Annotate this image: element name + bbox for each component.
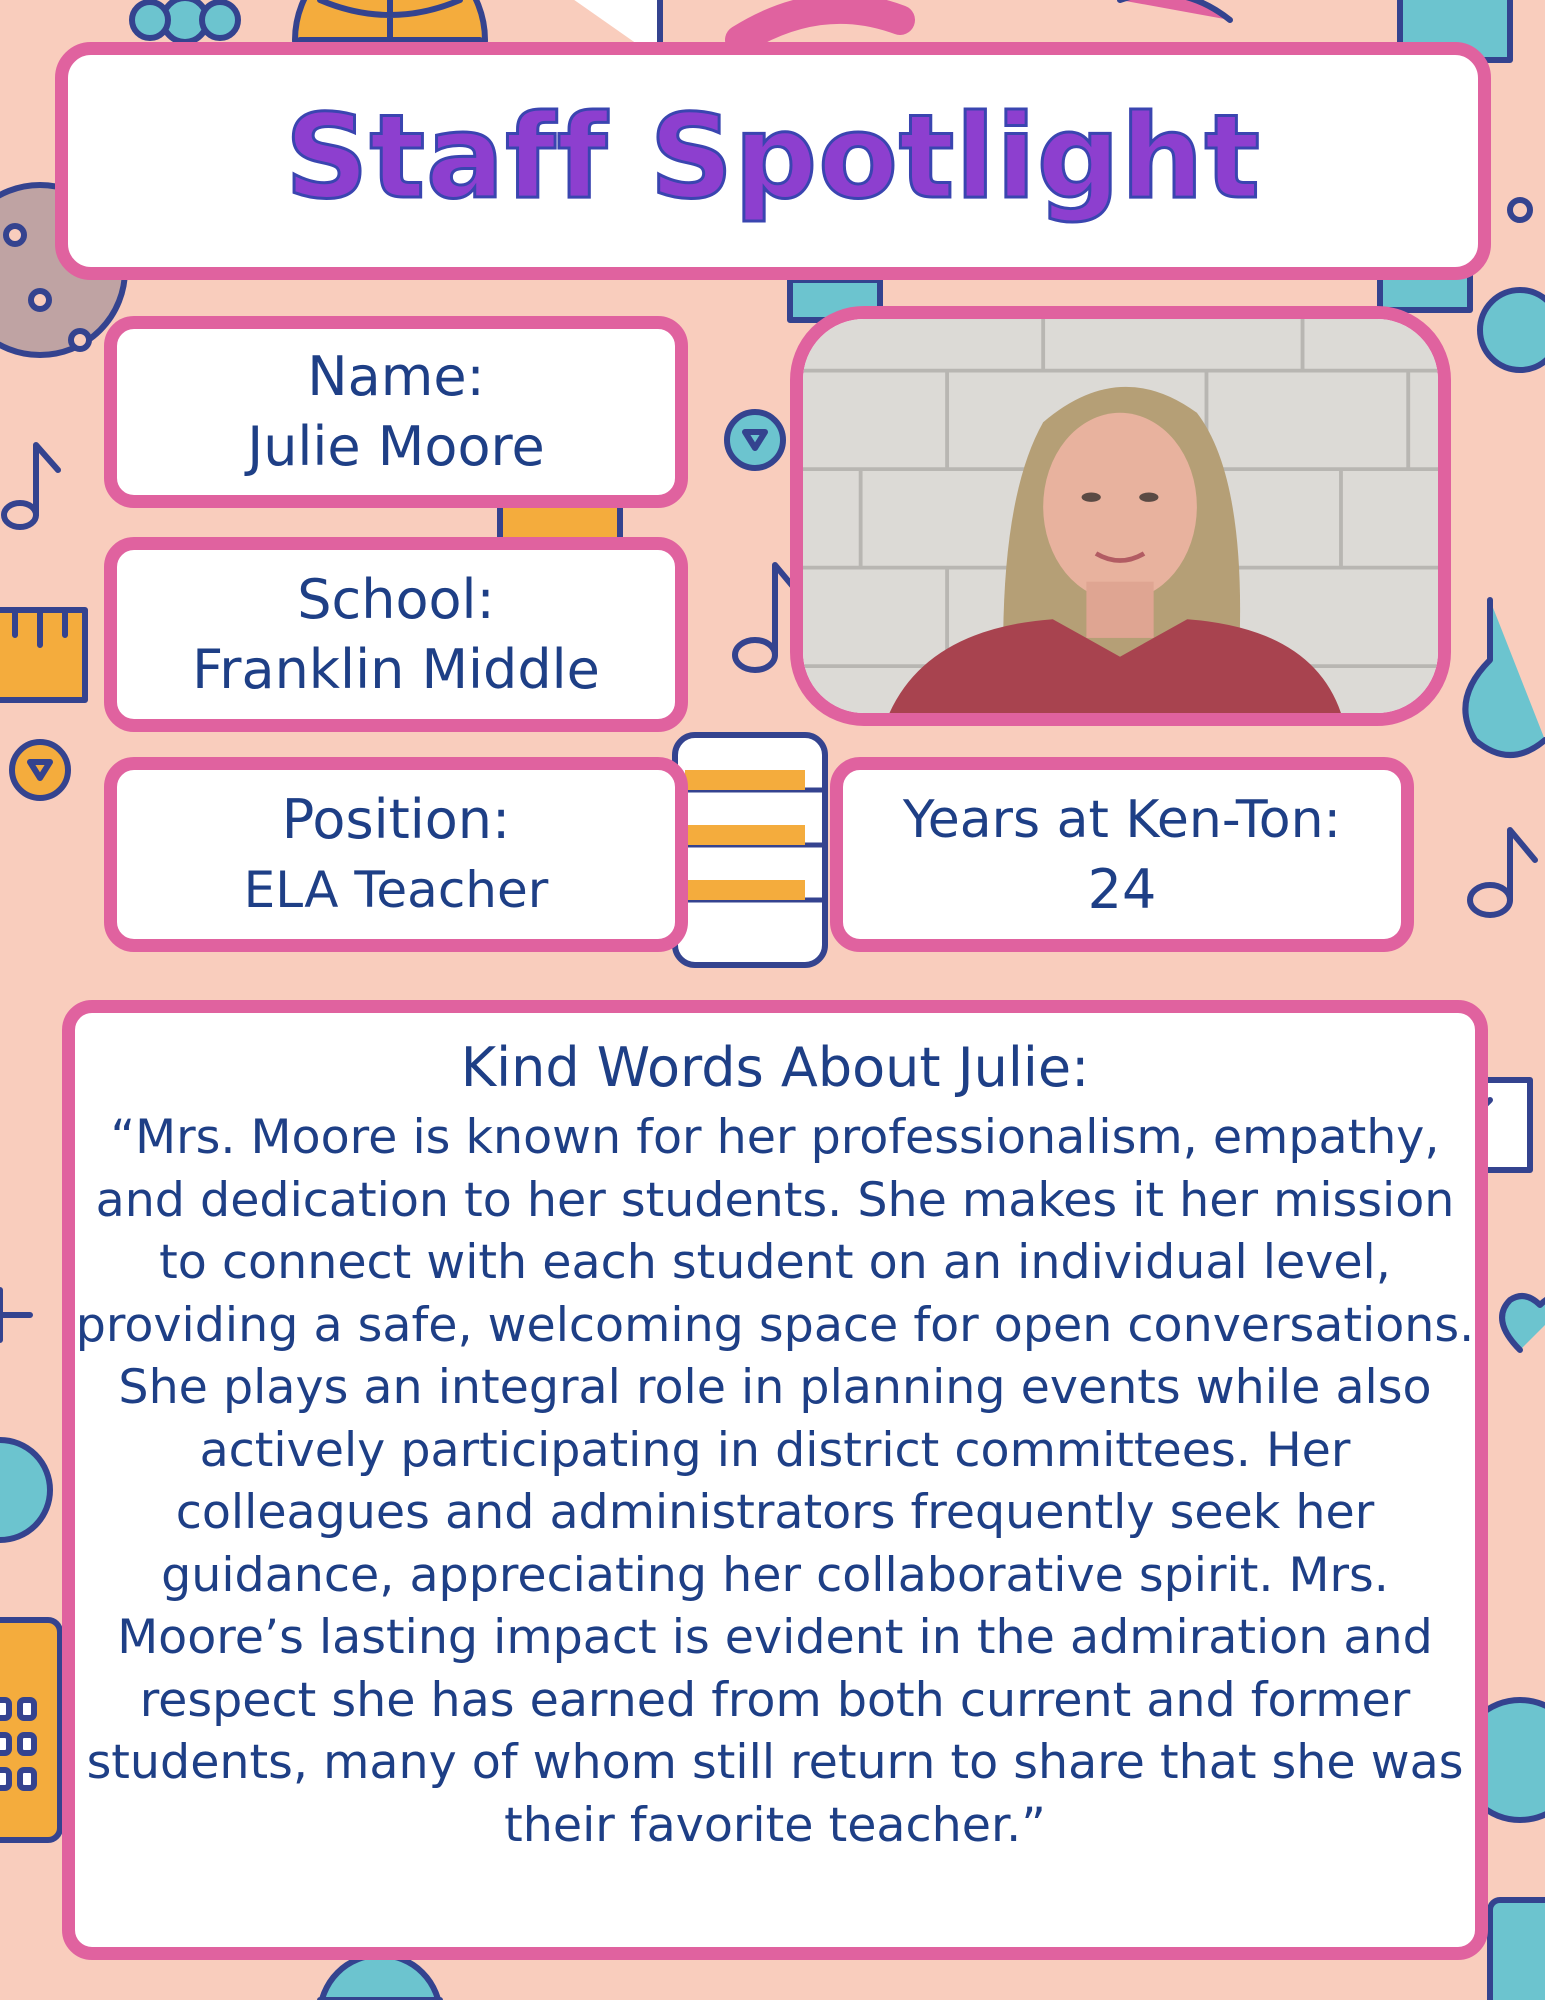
position-value: ELA Teacher xyxy=(243,860,549,919)
notebook-icon xyxy=(675,735,825,965)
kind-words-card xyxy=(62,1000,1488,1960)
years-card xyxy=(830,757,1414,952)
heart-icon xyxy=(1502,1296,1545,1350)
school-label: School: xyxy=(297,567,495,631)
name-card xyxy=(104,316,688,508)
school-value: Franklin Middle xyxy=(192,637,600,701)
calculator-icon xyxy=(0,1620,60,1840)
name-label: Name: xyxy=(307,345,485,408)
position-card xyxy=(104,757,688,952)
title-card xyxy=(55,42,1491,280)
flask-icon xyxy=(1465,600,1545,755)
staff-photo xyxy=(790,306,1451,726)
ruler-icon xyxy=(0,610,85,700)
school-card xyxy=(104,537,688,732)
kind-words-heading: Kind Words About Julie: xyxy=(460,1036,1090,1099)
name-value: Julie Moore xyxy=(247,415,545,478)
kind-words-quote: “Mrs. Moore is known for her professionalism, empathy, and dedication to her students. She makes it her mission to connect with each student on an individual level, providing a safe, welcoming space for open conversations. She plays an integral role in planning events while also actively participating in district committees. Her colleagues and administrators frequently seek her guidance, appreciating her collaborative spirit. Mrs. Moore’s lasting impact is evident in the admiration and respect she has earned from both current and former students, many of whom still return to share that she was their favorite teacher.” xyxy=(75,1110,1475,1853)
portrait-image xyxy=(803,319,1438,713)
years-label: Years at Ken-Ton: xyxy=(902,789,1342,850)
years-value: 24 xyxy=(1087,857,1157,921)
position-label: Position: xyxy=(281,787,511,851)
flower-icon xyxy=(132,0,238,42)
page-title: Staff Spotlight xyxy=(285,90,1261,225)
